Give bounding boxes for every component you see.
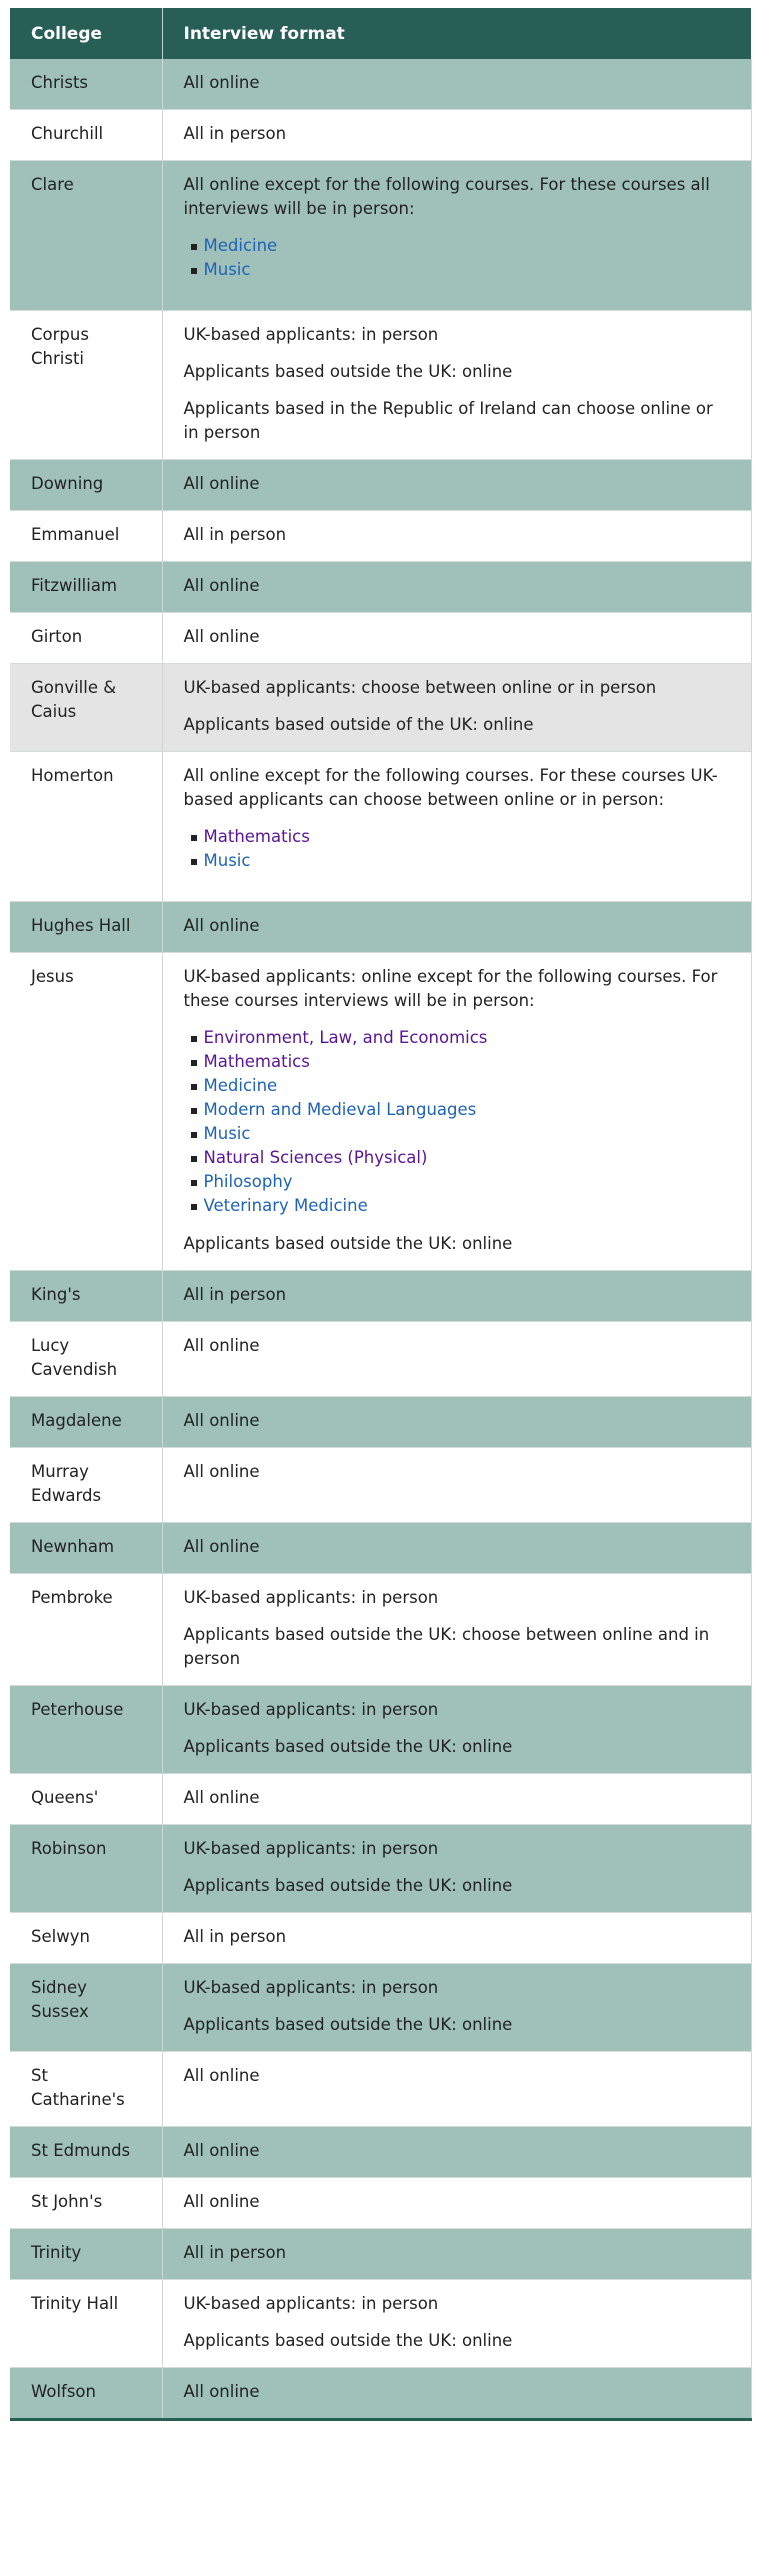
interview-format-cell bbox=[162, 2127, 751, 2178]
college-name-cell: Queens' bbox=[10, 1774, 162, 1825]
format-text: All in person bbox=[183, 124, 287, 143]
format-text: Applicants based in the Republic of Ireland can choose online or in person bbox=[183, 399, 713, 442]
interview-format-cell bbox=[162, 1825, 751, 1913]
interview-format-cell bbox=[162, 2280, 751, 2368]
format-text: UK-based applicants: choose between online or in person bbox=[183, 678, 657, 697]
interview-format-cell bbox=[162, 1397, 751, 1448]
college-name-cell: Churchill bbox=[10, 110, 162, 161]
college-name-cell: Wolfson bbox=[10, 2368, 162, 2420]
format-text: All in person bbox=[183, 1285, 287, 1304]
interview-format-cell bbox=[162, 2229, 751, 2280]
table-row bbox=[10, 460, 751, 511]
format-text: UK-based applicants: in person bbox=[183, 1700, 439, 1719]
format-text: Applicants based outside of the UK: online bbox=[183, 715, 534, 734]
table-row bbox=[10, 2052, 751, 2127]
table-header-row bbox=[10, 8, 751, 59]
interview-format-cell bbox=[162, 1574, 751, 1686]
course-link[interactable]: Philosophy bbox=[204, 1170, 731, 1194]
college-name-cell: Trinity Hall bbox=[10, 2280, 162, 2368]
format-text: All online bbox=[183, 2382, 260, 2401]
interview-format-cell bbox=[162, 2178, 751, 2229]
table-row bbox=[10, 2368, 751, 2420]
college-name-cell: Girton bbox=[10, 613, 162, 664]
format-text: Applicants based outside the UK: online bbox=[183, 1876, 513, 1895]
table-row bbox=[10, 953, 751, 1271]
interview-format-cell bbox=[162, 460, 751, 511]
college-name-cell: Magdalene bbox=[10, 1397, 162, 1448]
table-row bbox=[10, 1448, 751, 1523]
format-text: All online bbox=[183, 1462, 260, 1481]
table-row bbox=[10, 562, 751, 613]
table-row bbox=[10, 59, 751, 110]
format-text: All online bbox=[183, 73, 260, 92]
table-row bbox=[10, 613, 751, 664]
interview-format-cell bbox=[162, 110, 751, 161]
format-text: All online bbox=[183, 474, 260, 493]
interview-format-cell bbox=[162, 1913, 751, 1964]
format-text: All in person bbox=[183, 1927, 287, 1946]
table-row bbox=[10, 2127, 751, 2178]
college-name-cell: Homerton bbox=[10, 752, 162, 902]
interview-format-cell bbox=[162, 2368, 751, 2420]
course-link[interactable]: Environment, Law, and Economics bbox=[204, 1026, 731, 1050]
interview-format-cell bbox=[162, 511, 751, 562]
interview-format-cell bbox=[162, 1322, 751, 1397]
table-row bbox=[10, 311, 751, 460]
interview-format-cell bbox=[162, 1271, 751, 1322]
format-text: All online bbox=[183, 576, 260, 595]
college-name-cell: Lucy Cavendish bbox=[10, 1322, 162, 1397]
college-name-cell: Trinity bbox=[10, 2229, 162, 2280]
college-name-cell: Corpus Christi bbox=[10, 311, 162, 460]
table-row bbox=[10, 1686, 751, 1774]
format-text: All online bbox=[183, 1788, 260, 1807]
course-list bbox=[184, 825, 731, 873]
format-text: All online except for the following courses. For these courses all interviews will be in person: bbox=[183, 175, 710, 218]
column-header-college: College bbox=[10, 8, 162, 59]
interview-format-cell bbox=[162, 1964, 751, 2052]
college-name-cell: Christs bbox=[10, 59, 162, 110]
college-name-cell: Jesus bbox=[10, 953, 162, 1271]
course-link[interactable]: Medicine bbox=[204, 234, 731, 258]
table-row bbox=[10, 1964, 751, 2052]
interview-format-cell bbox=[162, 1686, 751, 1774]
course-link[interactable]: Music bbox=[204, 1122, 731, 1146]
format-text: All online bbox=[183, 1411, 260, 1430]
format-text: UK-based applicants: in person bbox=[183, 1588, 439, 1607]
college-name-cell: Peterhouse bbox=[10, 1686, 162, 1774]
interview-format-cell bbox=[162, 562, 751, 613]
format-text: All in person bbox=[183, 525, 287, 544]
format-text: UK-based applicants: in person bbox=[183, 325, 439, 344]
table-row bbox=[10, 110, 751, 161]
column-header-interview-format: Interview format bbox=[162, 8, 751, 59]
format-text: Applicants based outside the UK: online bbox=[183, 1234, 513, 1253]
course-link[interactable]: Natural Sciences (Physical) bbox=[204, 1146, 731, 1170]
interview-format-cell bbox=[162, 664, 751, 752]
format-text: UK-based applicants: in person bbox=[183, 2294, 439, 2313]
college-name-cell: Fitzwilliam bbox=[10, 562, 162, 613]
college-name-cell: Robinson bbox=[10, 1825, 162, 1913]
format-text: All online bbox=[183, 916, 260, 935]
table-row bbox=[10, 1523, 751, 1574]
table-row bbox=[10, 2229, 751, 2280]
course-list bbox=[184, 234, 731, 282]
interview-format-cell bbox=[162, 1774, 751, 1825]
course-link[interactable]: Music bbox=[204, 258, 731, 282]
course-link[interactable]: Medicine bbox=[204, 1074, 731, 1098]
format-text: Applicants based outside the UK: choose between online and in person bbox=[183, 1625, 710, 1668]
format-text: All online except for the following courses. For these courses UK-based applicants can choose between online or in person: bbox=[183, 766, 718, 809]
format-text: All online bbox=[183, 2192, 260, 2211]
format-text: All in person bbox=[183, 2243, 287, 2262]
course-link[interactable]: Mathematics bbox=[204, 825, 731, 849]
format-text: All online bbox=[183, 2066, 260, 2085]
interview-format-cell bbox=[162, 1448, 751, 1523]
table-row bbox=[10, 664, 751, 752]
course-link[interactable]: Mathematics bbox=[204, 1050, 731, 1074]
format-text: All online bbox=[183, 1336, 260, 1355]
table-row bbox=[10, 2280, 751, 2368]
college-name-cell: St John's bbox=[10, 2178, 162, 2229]
college-name-cell: Pembroke bbox=[10, 1574, 162, 1686]
format-text: Applicants based outside the UK: online bbox=[183, 2331, 513, 2350]
table-row bbox=[10, 511, 751, 562]
table-row bbox=[10, 752, 751, 902]
table-row bbox=[10, 1574, 751, 1686]
table-row bbox=[10, 1271, 751, 1322]
interview-format-table-container bbox=[10, 8, 751, 2421]
college-name-cell: Emmanuel bbox=[10, 511, 162, 562]
college-name-cell: Newnham bbox=[10, 1523, 162, 1574]
college-name-cell: Clare bbox=[10, 161, 162, 311]
format-text: UK-based applicants: online except for the following courses. For these courses interviews will be in person: bbox=[183, 967, 718, 1010]
interview-format-cell bbox=[162, 752, 751, 902]
format-text: UK-based applicants: in person bbox=[183, 1839, 439, 1858]
format-text: UK-based applicants: in person bbox=[183, 1978, 439, 1997]
table-row bbox=[10, 1774, 751, 1825]
college-name-cell: Gonville & Caius bbox=[10, 664, 162, 752]
college-name-cell: Selwyn bbox=[10, 1913, 162, 1964]
table-row bbox=[10, 1825, 751, 1913]
interview-format-cell bbox=[162, 161, 751, 311]
college-name-cell: Hughes Hall bbox=[10, 902, 162, 953]
table-row bbox=[10, 2178, 751, 2229]
format-text: Applicants based outside the UK: online bbox=[183, 362, 513, 381]
interview-format-cell bbox=[162, 613, 751, 664]
format-text: Applicants based outside the UK: online bbox=[183, 1737, 513, 1756]
interview-format-cell bbox=[162, 59, 751, 110]
college-name-cell: St Edmunds bbox=[10, 2127, 162, 2178]
interview-format-table bbox=[10, 8, 752, 2421]
table-row bbox=[10, 1322, 751, 1397]
college-name-cell: King's bbox=[10, 1271, 162, 1322]
course-list bbox=[184, 1026, 731, 1218]
college-name-cell: Sidney Sussex bbox=[10, 1964, 162, 2052]
format-text: Applicants based outside the UK: online bbox=[183, 2015, 513, 2034]
course-link[interactable]: Music bbox=[204, 849, 731, 873]
interview-format-cell bbox=[162, 953, 751, 1271]
college-name-cell: Murray Edwards bbox=[10, 1448, 162, 1523]
format-text: All online bbox=[183, 1537, 260, 1556]
interview-format-cell bbox=[162, 1523, 751, 1574]
college-name-cell: Downing bbox=[10, 460, 162, 511]
table-row bbox=[10, 902, 751, 953]
college-name-cell: St Catharine's bbox=[10, 2052, 162, 2127]
interview-format-cell bbox=[162, 311, 751, 460]
table-row bbox=[10, 1397, 751, 1448]
table-row bbox=[10, 161, 751, 311]
interview-format-cell bbox=[162, 2052, 751, 2127]
format-text: All online bbox=[183, 627, 260, 646]
table-row bbox=[10, 1913, 751, 1964]
format-text: All online bbox=[183, 2141, 260, 2160]
course-link[interactable]: Modern and Medieval Languages bbox=[204, 1098, 731, 1122]
course-link[interactable]: Veterinary Medicine bbox=[204, 1194, 731, 1218]
interview-format-cell bbox=[162, 902, 751, 953]
